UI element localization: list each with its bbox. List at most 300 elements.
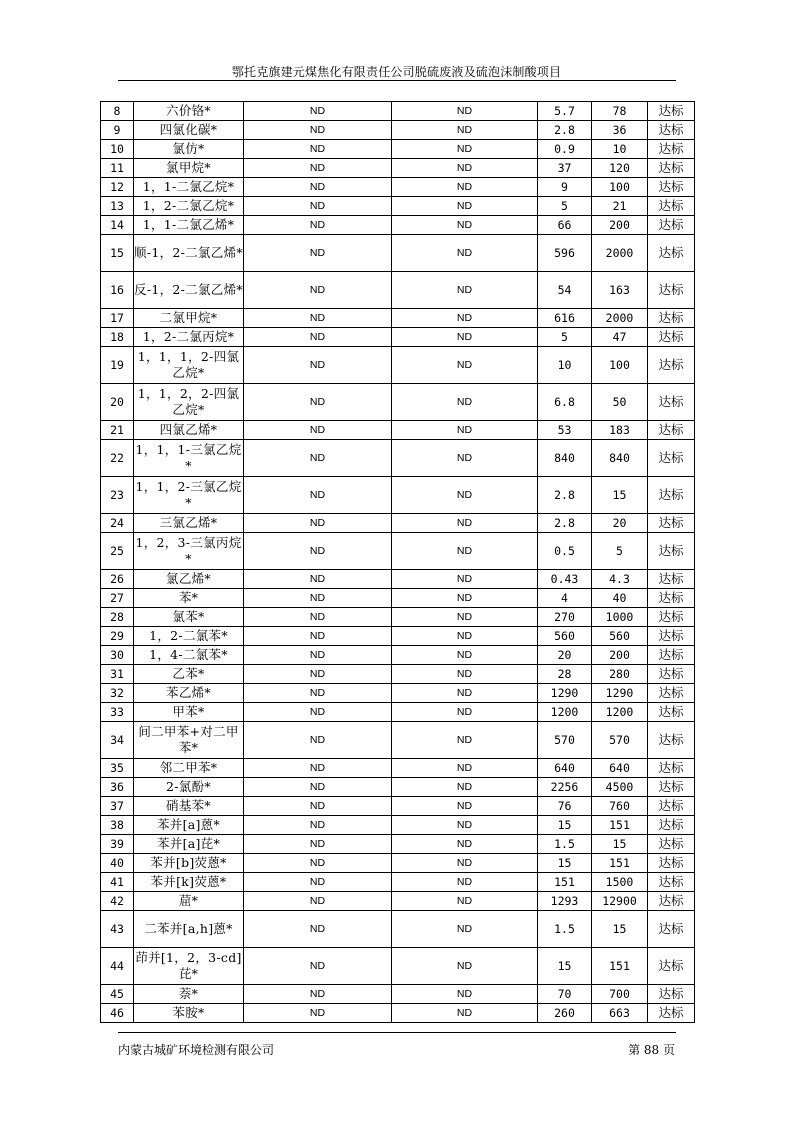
table-row: [101, 854, 695, 873]
table-row: [101, 646, 695, 665]
standard-value-1: 2.8: [538, 121, 592, 140]
standard-value-2: 1000: [592, 608, 648, 627]
measured-value-1: ND: [244, 1004, 392, 1023]
evaluation-result: 达标: [648, 514, 695, 533]
measured-value-1: ND: [244, 140, 392, 159]
measured-value-2: ND: [392, 854, 538, 873]
item-name: 氯甲烷*: [134, 159, 244, 178]
row-number: 46: [101, 1004, 134, 1023]
standard-value-2: 640: [592, 759, 648, 778]
standard-value-1: 20: [538, 646, 592, 665]
measured-value-2: ND: [392, 1004, 538, 1023]
evaluation-result: 达标: [648, 121, 695, 140]
table-row: [101, 797, 695, 816]
measured-value-2: ND: [392, 235, 538, 272]
standard-value-1: 15: [538, 816, 592, 835]
evaluation-result: 达标: [648, 627, 695, 646]
measured-value-1: ND: [244, 703, 392, 722]
item-name: 1，4-二氯苯*: [134, 646, 244, 665]
measured-value-2: ND: [392, 892, 538, 911]
item-name: 苯并[k]荧蒽*: [134, 873, 244, 892]
measured-value-2: ND: [392, 178, 538, 197]
standard-value-1: 4: [538, 589, 592, 608]
standard-value-2: 36: [592, 121, 648, 140]
table-row: [101, 197, 695, 216]
measured-value-2: ND: [392, 197, 538, 216]
row-number: 19: [101, 347, 134, 384]
standard-value-2: 560: [592, 627, 648, 646]
item-name: 苯*: [134, 589, 244, 608]
measured-value-1: ND: [244, 272, 392, 309]
standard-value-1: 37: [538, 159, 592, 178]
standard-value-2: 15: [592, 911, 648, 948]
standard-value-2: 200: [592, 646, 648, 665]
table-row: [101, 384, 695, 421]
standard-value-2: 570: [592, 722, 648, 759]
standard-value-1: 1293: [538, 892, 592, 911]
table-row: [101, 985, 695, 1004]
measured-value-1: ND: [244, 197, 392, 216]
measured-value-1: ND: [244, 873, 392, 892]
evaluation-result: 达标: [648, 816, 695, 835]
table-row: [101, 477, 695, 514]
item-name: 1，1，1-三氯乙烷*: [134, 440, 244, 477]
table-row: [101, 778, 695, 797]
evaluation-result: 达标: [648, 722, 695, 759]
standard-value-1: 53: [538, 421, 592, 440]
standard-value-1: 840: [538, 440, 592, 477]
table-row: [101, 533, 695, 570]
standard-value-2: 200: [592, 216, 648, 235]
evaluation-result: 达标: [648, 985, 695, 1004]
standard-value-1: 5: [538, 197, 592, 216]
measured-value-1: ND: [244, 854, 392, 873]
item-name: 二氯甲烷*: [134, 309, 244, 328]
standard-value-2: 15: [592, 835, 648, 854]
row-number: 13: [101, 197, 134, 216]
table-row: [101, 440, 695, 477]
standard-value-2: 1500: [592, 873, 648, 892]
measured-value-2: ND: [392, 570, 538, 589]
footer-page-number: 第 88 页: [628, 1043, 675, 1057]
table-row: [101, 665, 695, 684]
standard-value-1: 9: [538, 178, 592, 197]
evaluation-result: 达标: [648, 140, 695, 159]
standard-value-1: 570: [538, 722, 592, 759]
item-name: 䓛*: [134, 892, 244, 911]
evaluation-result: 达标: [648, 102, 695, 121]
standard-value-2: 840: [592, 440, 648, 477]
standard-value-1: 1200: [538, 703, 592, 722]
measured-value-1: ND: [244, 892, 392, 911]
page-header-title: 鄂托克旗建元煤焦化有限责任公司脱硫废液及硫泡沫制酸项目: [231, 65, 562, 79]
item-name: 氯仿*: [134, 140, 244, 159]
evaluation-result: 达标: [648, 759, 695, 778]
measured-value-1: ND: [244, 533, 392, 570]
table-row: [101, 703, 695, 722]
standard-value-1: 54: [538, 272, 592, 309]
standard-value-1: 15: [538, 948, 592, 985]
item-name: 邻二甲苯*: [134, 759, 244, 778]
table-row: [101, 892, 695, 911]
standard-value-2: 280: [592, 665, 648, 684]
item-name: 二苯并[a,h]蒽*: [134, 911, 244, 948]
evaluation-result: 达标: [648, 1004, 695, 1023]
item-name: 苯并[a]蒽*: [134, 816, 244, 835]
row-number: 20: [101, 384, 134, 421]
standard-value-2: 163: [592, 272, 648, 309]
measured-value-2: ND: [392, 627, 538, 646]
evaluation-result: 达标: [648, 178, 695, 197]
item-name: 四氯乙烯*: [134, 421, 244, 440]
measured-value-1: ND: [244, 948, 392, 985]
measured-value-2: ND: [392, 159, 538, 178]
row-number: 12: [101, 178, 134, 197]
measured-value-1: ND: [244, 216, 392, 235]
standard-value-2: 12900: [592, 892, 648, 911]
evaluation-result: 达标: [648, 216, 695, 235]
measured-value-2: ND: [392, 948, 538, 985]
measured-value-1: ND: [244, 121, 392, 140]
row-number: 21: [101, 421, 134, 440]
row-number: 45: [101, 985, 134, 1004]
row-number: 14: [101, 216, 134, 235]
measured-value-1: ND: [244, 570, 392, 589]
table-row: [101, 759, 695, 778]
measured-value-2: ND: [392, 102, 538, 121]
standard-value-1: 5: [538, 328, 592, 347]
item-name: 甲苯*: [134, 703, 244, 722]
item-name: 四氯化碳*: [134, 121, 244, 140]
evaluation-result: 达标: [648, 911, 695, 948]
row-number: 44: [101, 948, 134, 985]
footer-divider: [118, 1032, 676, 1033]
standard-value-2: 4500: [592, 778, 648, 797]
table-row: [101, 948, 695, 985]
evaluation-result: 达标: [648, 159, 695, 178]
table-row: [101, 121, 695, 140]
measured-value-2: ND: [392, 514, 538, 533]
evaluation-result: 达标: [648, 854, 695, 873]
row-number: 24: [101, 514, 134, 533]
row-number: 42: [101, 892, 134, 911]
evaluation-result: 达标: [648, 533, 695, 570]
standard-value-1: 2.8: [538, 514, 592, 533]
table-row: [101, 722, 695, 759]
standard-value-1: 0.9: [538, 140, 592, 159]
standard-value-2: 100: [592, 178, 648, 197]
item-name: 萘*: [134, 985, 244, 1004]
measured-value-2: ND: [392, 272, 538, 309]
table-row: [101, 835, 695, 854]
evaluation-result: 达标: [648, 328, 695, 347]
table-row: [101, 347, 695, 384]
measured-value-1: ND: [244, 797, 392, 816]
measured-value-2: ND: [392, 347, 538, 384]
item-name: 苯并[a]芘*: [134, 835, 244, 854]
item-name: 间二甲苯+对二甲苯*: [134, 722, 244, 759]
standard-value-1: 10: [538, 347, 592, 384]
evaluation-result: 达标: [648, 778, 695, 797]
header-divider: [118, 80, 676, 81]
measured-value-2: ND: [392, 309, 538, 328]
item-name: 1，1，2，2-四氯乙烷*: [134, 384, 244, 421]
standard-value-1: 596: [538, 235, 592, 272]
standard-value-2: 760: [592, 797, 648, 816]
standard-value-1: 1290: [538, 684, 592, 703]
standard-value-1: 560: [538, 627, 592, 646]
measured-value-2: ND: [392, 703, 538, 722]
measured-value-1: ND: [244, 911, 392, 948]
results-table: [100, 101, 695, 1023]
measured-value-2: ND: [392, 778, 538, 797]
measured-value-2: ND: [392, 477, 538, 514]
measured-value-2: ND: [392, 216, 538, 235]
measured-value-1: ND: [244, 627, 392, 646]
measured-value-2: ND: [392, 646, 538, 665]
item-name: 顺-1，2-二氯乙烯*: [134, 235, 244, 272]
table-row: [101, 178, 695, 197]
evaluation-result: 达标: [648, 477, 695, 514]
evaluation-result: 达标: [648, 646, 695, 665]
standard-value-1: 616: [538, 309, 592, 328]
standard-value-1: 260: [538, 1004, 592, 1023]
item-name: 氯苯*: [134, 608, 244, 627]
measured-value-2: ND: [392, 985, 538, 1004]
evaluation-result: 达标: [648, 235, 695, 272]
item-name: 苯并[b]荧蒽*: [134, 854, 244, 873]
item-name: 苯胺*: [134, 1004, 244, 1023]
measured-value-2: ND: [392, 384, 538, 421]
standard-value-2: 21: [592, 197, 648, 216]
table-row: [101, 140, 695, 159]
item-name: 1，1，2-三氯乙烷*: [134, 477, 244, 514]
measured-value-2: ND: [392, 835, 538, 854]
row-number: 33: [101, 703, 134, 722]
standard-value-2: 120: [592, 159, 648, 178]
evaluation-result: 达标: [648, 197, 695, 216]
measured-value-1: ND: [244, 835, 392, 854]
measured-value-1: ND: [244, 347, 392, 384]
table-row: [101, 159, 695, 178]
evaluation-result: 达标: [648, 440, 695, 477]
standard-value-1: 2.8: [538, 477, 592, 514]
row-number: 30: [101, 646, 134, 665]
footer-company: 内蒙古城矿环境检测有限公司: [118, 1043, 275, 1057]
standard-value-2: 663: [592, 1004, 648, 1023]
item-name: 反-1，2-二氯乙烯*: [134, 272, 244, 309]
table-row: [101, 627, 695, 646]
standard-value-2: 5: [592, 533, 648, 570]
table-row: [101, 873, 695, 892]
table-row: [101, 309, 695, 328]
row-number: 11: [101, 159, 134, 178]
evaluation-result: 达标: [648, 384, 695, 421]
row-number: 16: [101, 272, 134, 309]
measured-value-2: ND: [392, 759, 538, 778]
item-name: 苯乙烯*: [134, 684, 244, 703]
measured-value-2: ND: [392, 121, 538, 140]
measured-value-1: ND: [244, 514, 392, 533]
row-number: 32: [101, 684, 134, 703]
measured-value-1: ND: [244, 477, 392, 514]
standard-value-2: 4.3: [592, 570, 648, 589]
table-row: [101, 235, 695, 272]
evaluation-result: 达标: [648, 272, 695, 309]
measured-value-1: ND: [244, 589, 392, 608]
evaluation-result: 达标: [648, 421, 695, 440]
measured-value-2: ND: [392, 797, 538, 816]
row-number: 37: [101, 797, 134, 816]
table-row: [101, 328, 695, 347]
standard-value-1: 0.5: [538, 533, 592, 570]
table-row: [101, 911, 695, 948]
row-number: 22: [101, 440, 134, 477]
table-row: [101, 102, 695, 121]
table-row: [101, 421, 695, 440]
row-number: 18: [101, 328, 134, 347]
table-row: [101, 816, 695, 835]
measured-value-2: ND: [392, 533, 538, 570]
measured-value-2: ND: [392, 722, 538, 759]
item-name: 1，2-二氯苯*: [134, 627, 244, 646]
evaluation-result: 达标: [648, 873, 695, 892]
standard-value-1: 1.5: [538, 835, 592, 854]
row-number: 25: [101, 533, 134, 570]
evaluation-result: 达标: [648, 665, 695, 684]
measured-value-1: ND: [244, 309, 392, 328]
measured-value-2: ND: [392, 589, 538, 608]
standard-value-1: 1.5: [538, 911, 592, 948]
item-name: 2-氯酚*: [134, 778, 244, 797]
row-number: 36: [101, 778, 134, 797]
measured-value-2: ND: [392, 608, 538, 627]
row-number: 27: [101, 589, 134, 608]
evaluation-result: 达标: [648, 835, 695, 854]
measured-value-1: ND: [244, 159, 392, 178]
measured-value-1: ND: [244, 646, 392, 665]
evaluation-result: 达标: [648, 797, 695, 816]
standard-value-1: 151: [538, 873, 592, 892]
row-number: 41: [101, 873, 134, 892]
row-number: 29: [101, 627, 134, 646]
evaluation-result: 达标: [648, 892, 695, 911]
standard-value-2: 47: [592, 328, 648, 347]
table-row: [101, 589, 695, 608]
row-number: 15: [101, 235, 134, 272]
row-number: 28: [101, 608, 134, 627]
row-number: 9: [101, 121, 134, 140]
item-name: 1，1，1，2-四氯乙烷*: [134, 347, 244, 384]
table-row: [101, 514, 695, 533]
standard-value-1: 28: [538, 665, 592, 684]
standard-value-2: 2000: [592, 309, 648, 328]
standard-value-1: 6.8: [538, 384, 592, 421]
standard-value-2: 2000: [592, 235, 648, 272]
row-number: 43: [101, 911, 134, 948]
row-number: 34: [101, 722, 134, 759]
item-name: 1，2-二氯丙烷*: [134, 328, 244, 347]
measured-value-1: ND: [244, 684, 392, 703]
standard-value-2: 10: [592, 140, 648, 159]
standard-value-2: 20: [592, 514, 648, 533]
measured-value-1: ND: [244, 759, 392, 778]
evaluation-result: 达标: [648, 570, 695, 589]
standard-value-2: 78: [592, 102, 648, 121]
measured-value-2: ND: [392, 665, 538, 684]
measured-value-1: ND: [244, 665, 392, 684]
standard-value-2: 183: [592, 421, 648, 440]
row-number: 17: [101, 309, 134, 328]
measured-value-2: ND: [392, 440, 538, 477]
standard-value-1: 15: [538, 854, 592, 873]
row-number: 10: [101, 140, 134, 159]
standard-value-2: 1290: [592, 684, 648, 703]
evaluation-result: 达标: [648, 589, 695, 608]
standard-value-2: 15: [592, 477, 648, 514]
standard-value-2: 151: [592, 854, 648, 873]
standard-value-2: 50: [592, 384, 648, 421]
table-row: [101, 608, 695, 627]
standard-value-1: 66: [538, 216, 592, 235]
row-number: 39: [101, 835, 134, 854]
measured-value-2: ND: [392, 328, 538, 347]
evaluation-result: 达标: [648, 309, 695, 328]
measured-value-1: ND: [244, 421, 392, 440]
standard-value-2: 151: [592, 816, 648, 835]
measured-value-2: ND: [392, 140, 538, 159]
measured-value-1: ND: [244, 778, 392, 797]
row-number: 8: [101, 102, 134, 121]
measured-value-1: ND: [244, 722, 392, 759]
item-name: 茚并[1，2，3-cd]芘*: [134, 948, 244, 985]
table-row: [101, 684, 695, 703]
row-number: 40: [101, 854, 134, 873]
item-name: 1，1-二氯乙烷*: [134, 178, 244, 197]
standard-value-1: 0.43: [538, 570, 592, 589]
item-name: 六价铬*: [134, 102, 244, 121]
results-table-body: [101, 102, 695, 1023]
measured-value-1: ND: [244, 178, 392, 197]
measured-value-2: ND: [392, 816, 538, 835]
evaluation-result: 达标: [648, 684, 695, 703]
evaluation-result: 达标: [648, 608, 695, 627]
evaluation-result: 达标: [648, 347, 695, 384]
item-name: 三氯乙烯*: [134, 514, 244, 533]
standard-value-1: 2256: [538, 778, 592, 797]
standard-value-1: 70: [538, 985, 592, 1004]
standard-value-1: 5.7: [538, 102, 592, 121]
table-row: [101, 216, 695, 235]
measured-value-1: ND: [244, 384, 392, 421]
item-name: 1，1-二氯乙烯*: [134, 216, 244, 235]
row-number: 35: [101, 759, 134, 778]
item-name: 硝基苯*: [134, 797, 244, 816]
standard-value-1: 270: [538, 608, 592, 627]
standard-value-2: 151: [592, 948, 648, 985]
standard-value-2: 100: [592, 347, 648, 384]
measured-value-1: ND: [244, 102, 392, 121]
standard-value-2: 700: [592, 985, 648, 1004]
measured-value-1: ND: [244, 985, 392, 1004]
standard-value-1: 76: [538, 797, 592, 816]
measured-value-2: ND: [392, 873, 538, 892]
item-name: 乙苯*: [134, 665, 244, 684]
standard-value-2: 1200: [592, 703, 648, 722]
measured-value-2: ND: [392, 911, 538, 948]
row-number: 23: [101, 477, 134, 514]
standard-value-2: 40: [592, 589, 648, 608]
